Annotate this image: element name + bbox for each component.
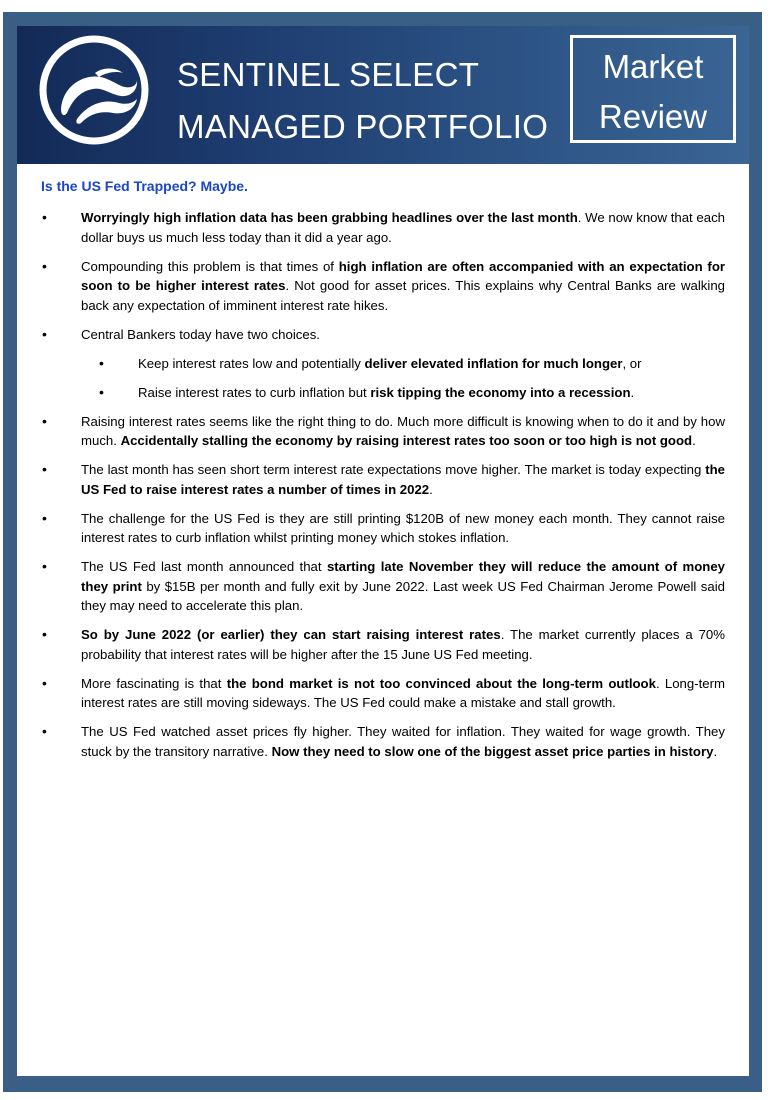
bullet-icon: • xyxy=(42,509,47,526)
sub-list-item xyxy=(41,383,725,403)
bullet-icon: • xyxy=(42,257,47,274)
list-item xyxy=(41,208,725,247)
badge-line-1: Market xyxy=(602,48,704,85)
page-frame xyxy=(3,12,762,1092)
body-text: Keep interest rates low and potentially xyxy=(138,355,365,371)
list-item xyxy=(41,625,725,664)
portfolio-title-line-1: SENTINEL SELECT xyxy=(177,56,480,93)
bullet-icon: • xyxy=(99,354,104,371)
body-text: The US Fed watched asset prices fly higher. They waited for inflation. They waited for wage growth. They stuck by the transitory narrative. xyxy=(81,724,725,759)
article-headline: Is the US Fed Trapped? Maybe. xyxy=(41,178,248,194)
emphasis-text: risk tipping the economy into a recession xyxy=(370,384,631,400)
list-item xyxy=(41,412,725,451)
emphasis-text: Worryingly high inflation data has been grabbing headlines over the last month xyxy=(81,210,578,225)
emphasis-text: the US Fed to raise interest rates a number of times in 2022 xyxy=(81,462,725,497)
wave-logo-icon xyxy=(37,33,151,147)
body-text: The last month has seen short term interest rate expectations move higher. The market is today expecting xyxy=(81,462,706,477)
body-text: . Not good for asset prices. This explains why Central Banks are walking back any expectation of imminent interest rate hikes. xyxy=(81,278,725,313)
emphasis-text: high inflation are often accompanied with an expectation for soon to be higher interest rates xyxy=(81,258,726,293)
body-text: More fascinating is that xyxy=(81,675,227,691)
bullet-icon: • xyxy=(99,383,104,400)
list-item xyxy=(41,460,725,499)
page-sheet xyxy=(17,26,749,1076)
bullet-icon: • xyxy=(42,626,47,642)
bullet-list xyxy=(41,208,725,761)
list-item xyxy=(41,674,725,713)
bullet-icon: • xyxy=(42,723,47,739)
header-banner xyxy=(17,26,749,164)
body-text: . xyxy=(692,433,696,448)
bullet-icon: • xyxy=(42,461,47,477)
bullet-icon: • xyxy=(42,558,47,574)
list-item xyxy=(41,722,725,761)
sub-list-item xyxy=(41,354,725,374)
emphasis-text: the bond market is not too convinced about the long-term outlook xyxy=(226,675,656,691)
emphasis-text: Now they need to slow one of the biggest asset price parties in history xyxy=(271,743,714,759)
body-text: Raise interest rates to curb inflation but xyxy=(138,384,371,400)
list-item xyxy=(41,557,725,616)
body-text: . xyxy=(713,743,718,759)
body-text: by $15B per month and fully exit by June 2022. Last week US Fed Chairman Jerome Powell said they may need to accelerate this plan. xyxy=(81,578,726,613)
body-text: . Long-term interest rates are still moving sideways. The US Fed could make a mistake and stall growth. xyxy=(81,675,725,710)
bullet-icon: • xyxy=(42,325,47,342)
emphasis-text: Accidentally stalling the economy by raising interest rates too soon or too high is not good xyxy=(120,433,693,448)
market-review-badge xyxy=(570,35,736,143)
article-body xyxy=(41,178,725,771)
body-text: , or xyxy=(622,355,642,371)
list-item xyxy=(41,257,725,316)
bullet-icon: • xyxy=(42,209,47,225)
body-text: Central Bankers today have two choices. xyxy=(81,326,320,342)
body-text: . xyxy=(630,384,635,400)
emphasis-text: starting late November they will reduce the amount of money they print xyxy=(81,559,726,594)
body-text: The challenge for the US Fed is they are still printing $120B of new money each month. They cannot raise interest rates to curb inflation whilst printing money which stokes inflation. xyxy=(81,510,725,545)
portfolio-title-line-2: MANAGED PORTFOLIO xyxy=(177,108,549,145)
body-text: . The market currently places a 70% probability that interest rates will be higher after the 15 June US Fed meeting. xyxy=(81,627,725,662)
body-text: The US Fed last month announced that xyxy=(81,559,327,574)
bullet-icon: • xyxy=(42,412,47,429)
emphasis-text: deliver elevated inflation for much longer xyxy=(364,355,623,371)
bullet-icon: • xyxy=(42,674,47,691)
list-item xyxy=(41,509,725,548)
list-item xyxy=(41,325,725,345)
body-text: . We now know that each dollar buys us much less today than it did a year ago. xyxy=(81,210,726,245)
body-text: Raising interest rates seems like the right thing to do. Much more difficult is knowing when to do it and by how much. xyxy=(81,413,725,448)
body-text: Compounding this problem is that times of xyxy=(81,258,339,274)
badge-line-2: Review xyxy=(598,98,708,135)
emphasis-text: So by June 2022 (or earlier) they can start raising interest rates xyxy=(81,627,501,642)
body-text: . xyxy=(429,481,433,497)
